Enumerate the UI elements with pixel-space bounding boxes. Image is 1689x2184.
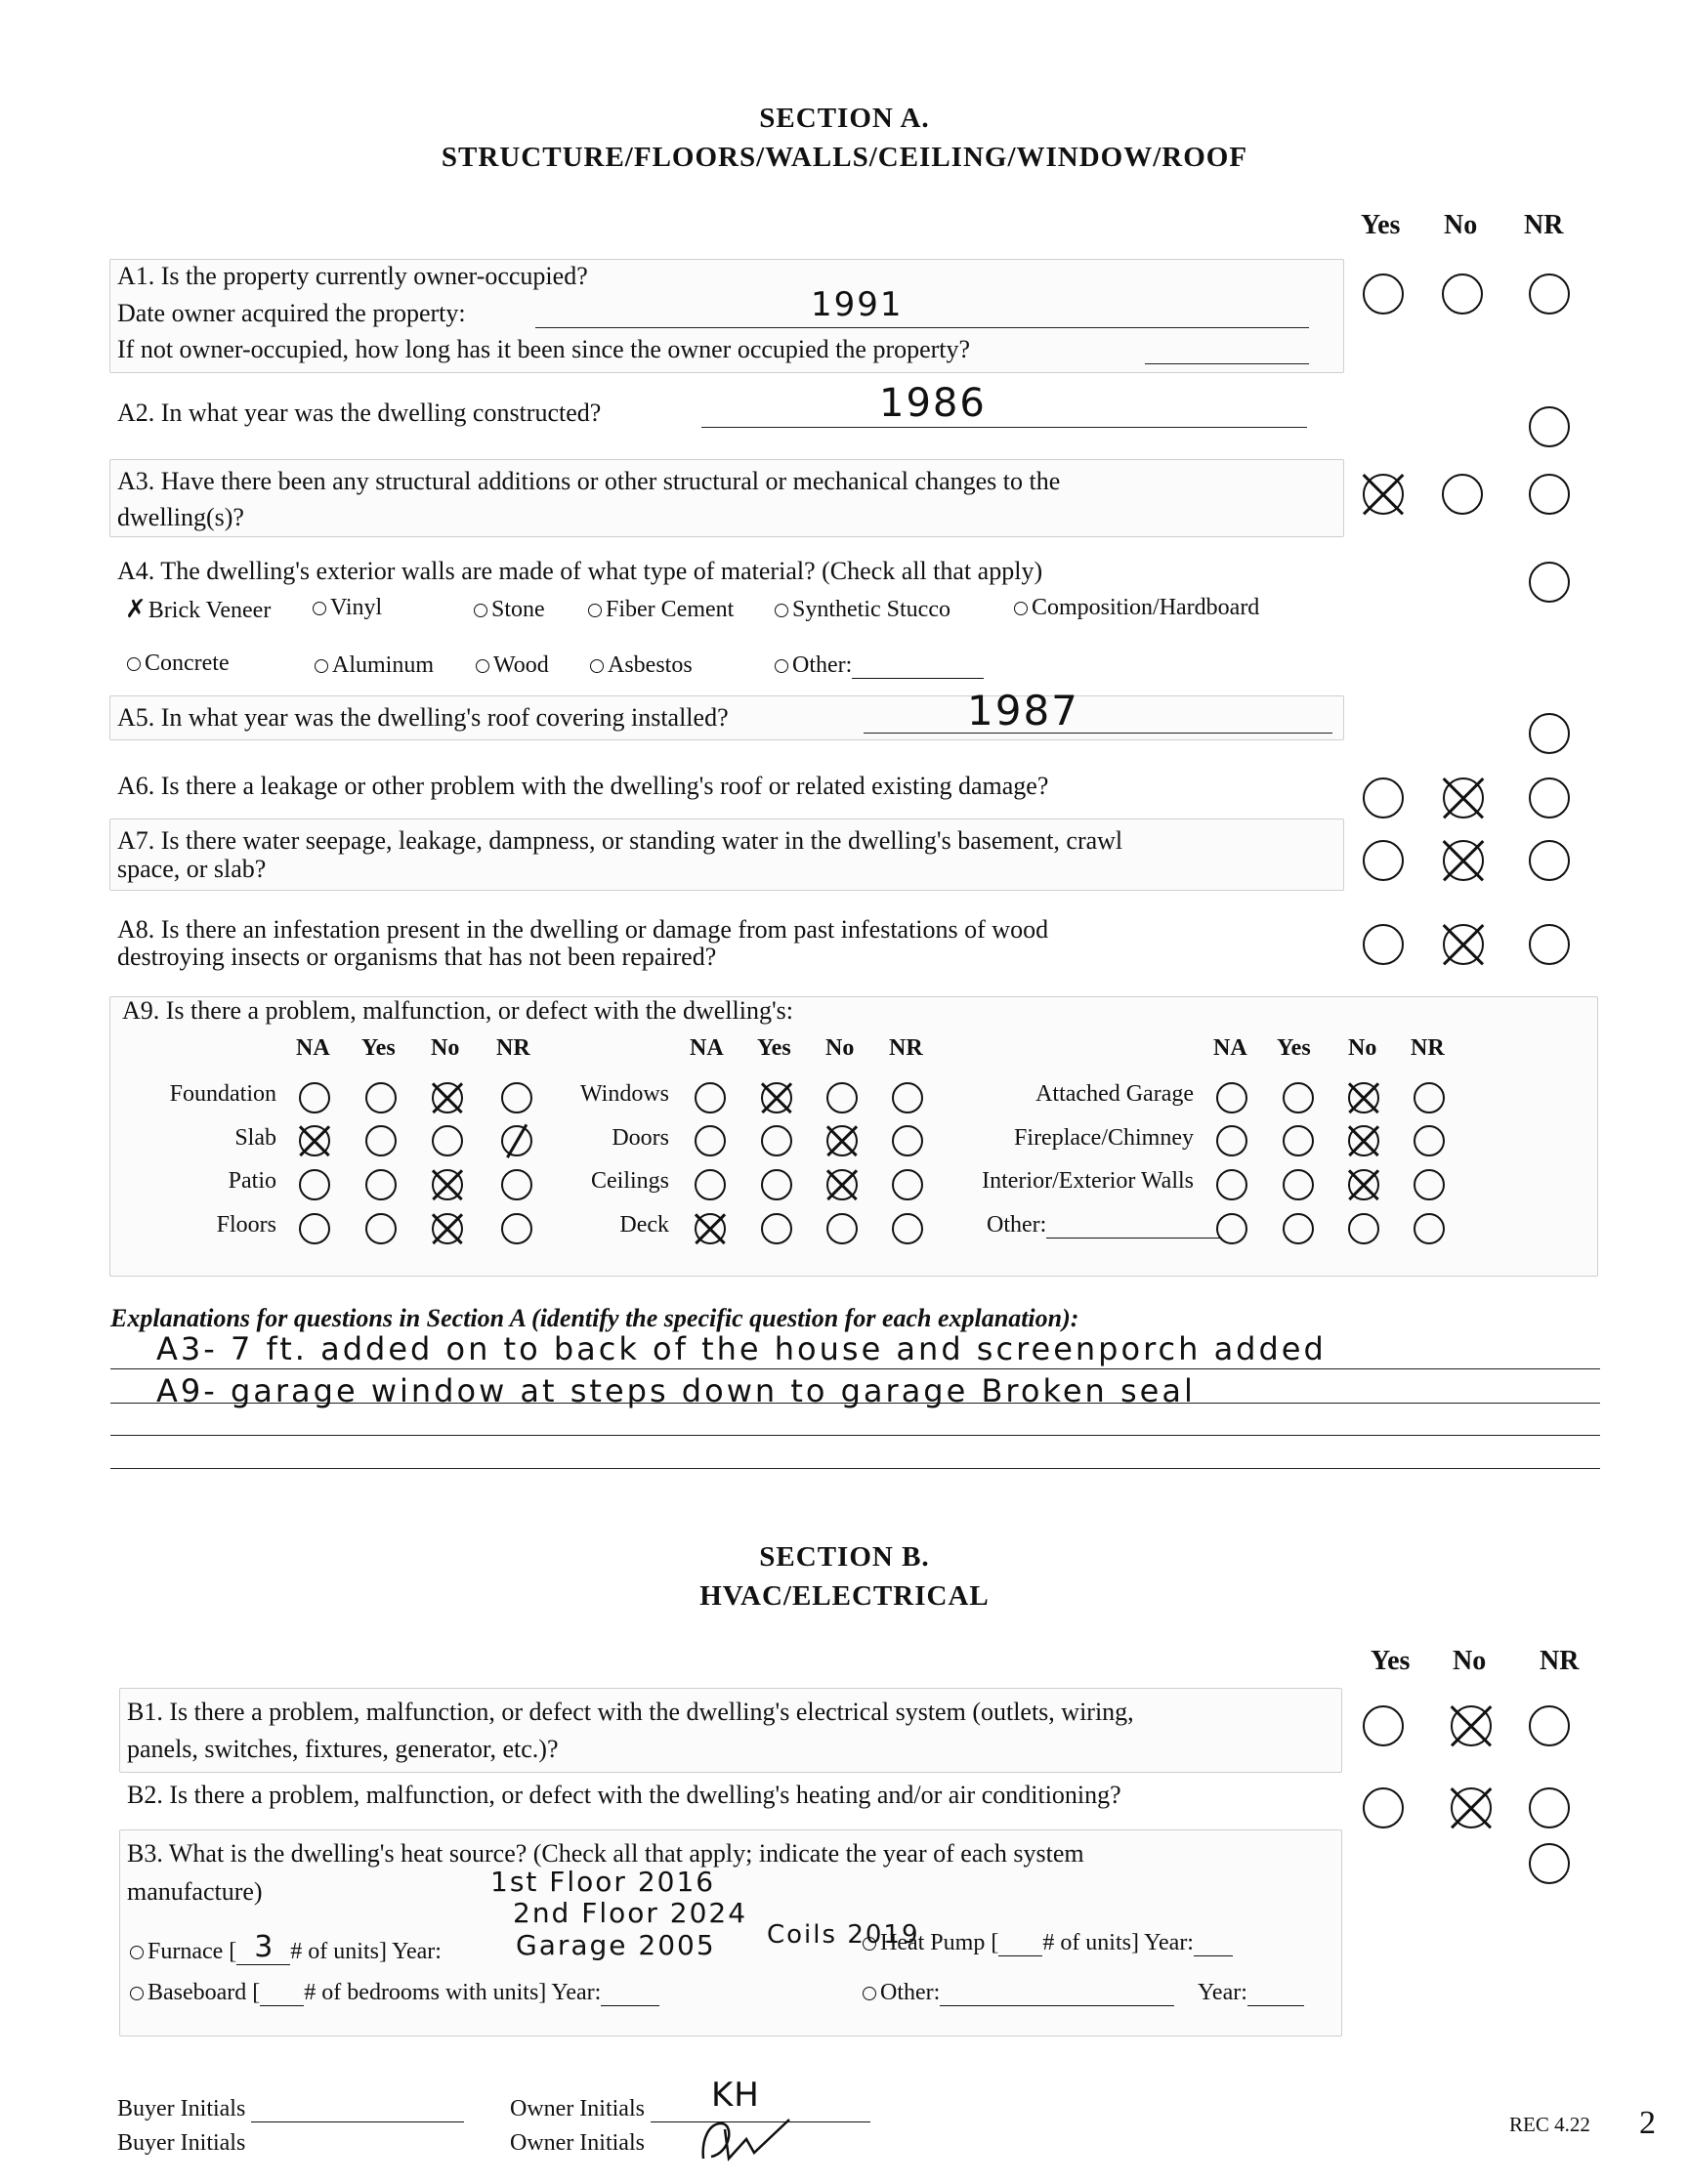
explanation-line-4 [110, 1468, 1600, 1469]
a9-deck-nr[interactable] [892, 1213, 923, 1244]
a9-label-slab: Slab [234, 1125, 276, 1151]
b3-question-line2: manufacture) [127, 1877, 263, 1906]
a9-ceilings-na[interactable] [695, 1169, 726, 1200]
a4-opt-wood[interactable]: Wood [476, 652, 549, 679]
b2-no-radio[interactable] [1451, 1787, 1492, 1828]
a9-windows-yes[interactable] [761, 1082, 792, 1113]
a4-opt-synthetic-stucco[interactable]: Synthetic Stucco [775, 597, 950, 623]
owner-initials-2[interactable]: Owner Initials [510, 2130, 645, 2156]
a1-yes-radio[interactable] [1363, 273, 1404, 315]
a1-nr-radio[interactable] [1529, 273, 1570, 315]
b3-coils-note[interactable]: Coils 2019 [767, 1920, 920, 1950]
a9-other-nr[interactable] [1414, 1213, 1445, 1244]
a9-g2-col-na: NA [690, 1035, 724, 1061]
a1-no-radio[interactable] [1442, 273, 1483, 315]
a9-label-other: Other: [987, 1212, 1222, 1239]
a9-label-foundation: Foundation [169, 1081, 276, 1107]
b3-year-note-2[interactable]: 2nd Floor 2024 [513, 1897, 748, 1929]
a9-walls-yes[interactable] [1283, 1169, 1314, 1200]
a1-date-value[interactable]: 1991 [811, 285, 904, 324]
a9-g1-col-na: NA [296, 1035, 330, 1061]
b2-nr-radio[interactable] [1529, 1787, 1570, 1828]
a6-question: A6. Is there a leakage or other problem with the dwelling's roof or related existing damage? [117, 772, 1049, 800]
a1-not-occupied-line[interactable] [1145, 363, 1309, 364]
a4-opt-concrete[interactable]: Concrete [127, 651, 230, 677]
a3-yes-radio[interactable] [1363, 474, 1404, 515]
a4-opt-stone[interactable]: Stone [474, 597, 545, 623]
a5-value[interactable]: 1987 [967, 687, 1079, 735]
b-col-nr: NR [1540, 1646, 1580, 1676]
a4-opt-brick-veneer[interactable]: ✗Brick Veneer [125, 595, 272, 623]
a7-question-line2: space, or slab? [117, 855, 267, 883]
a9-fireplace-yes[interactable] [1283, 1125, 1314, 1156]
owner-initials-scribble [696, 2110, 813, 2164]
a8-question-line1: A8. Is there an infestation present in the dwelling or damage from past infestations of wood [117, 915, 1049, 944]
a9-label-attached-garage: Attached Garage [1035, 1081, 1194, 1107]
a9-g3-col-yes: Yes [1277, 1035, 1311, 1061]
owner-initials-value[interactable]: KH [711, 2076, 760, 2115]
col-nr: NR [1524, 210, 1564, 240]
a9-garage-no[interactable] [1348, 1082, 1379, 1113]
a9-slab-nr[interactable] [501, 1125, 532, 1156]
b1-question-line1: B1. Is there a problem, malfunction, or defect with the dwelling's electrical system (outlets, wiring, [127, 1698, 1134, 1726]
a9-g2-col-nr: NR [889, 1035, 923, 1061]
a3-question-line1: A3. Have there been any structural additions or other structural or mechanical changes to the [117, 467, 1061, 495]
a9-garage-na[interactable] [1216, 1082, 1247, 1113]
a7-yes-radio[interactable] [1363, 840, 1404, 881]
a8-no-radio[interactable] [1443, 924, 1484, 965]
a9-ceilings-no[interactable] [826, 1169, 858, 1200]
a9-label-patio: Patio [228, 1168, 276, 1194]
a7-question-line1: A7. Is there water seepage, leakage, dampness, or standing water in the dwelling's basement, crawl [117, 826, 1123, 855]
buyer-initials-2[interactable]: Buyer Initials [117, 2130, 246, 2156]
a9-garage-nr[interactable] [1414, 1082, 1445, 1113]
a9-g2-col-no: No [825, 1035, 855, 1061]
buyer-initials-1[interactable]: Buyer Initials [117, 2096, 464, 2122]
a9-doors-na[interactable] [695, 1125, 726, 1156]
a9-garage-yes[interactable] [1283, 1082, 1314, 1113]
a3-question-line2: dwelling(s)? [117, 503, 244, 531]
a9-g1-col-no: No [431, 1035, 460, 1061]
a9-question: A9. Is there a problem, malfunction, or defect with the dwelling's: [122, 996, 793, 1025]
a9-floors-na[interactable] [299, 1213, 330, 1244]
a9-deck-no[interactable] [826, 1213, 858, 1244]
explanation-2[interactable]: A9- garage window at steps down to garage Broken seal [156, 1372, 1196, 1409]
a8-yes-radio[interactable] [1363, 924, 1404, 965]
a9-label-ceilings: Ceilings [590, 1168, 669, 1194]
a9-fireplace-na[interactable] [1216, 1125, 1247, 1156]
a9-fireplace-nr[interactable] [1414, 1125, 1445, 1156]
explanations-label: Explanations for questions in Section A (identify the specific question for each explanation): [110, 1304, 1079, 1332]
a1-not-occupied: If not owner-occupied, how long has it been since the owner occupied the property? [117, 335, 971, 363]
a9-g1-col-yes: Yes [361, 1035, 396, 1061]
a9-other-na[interactable] [1216, 1213, 1247, 1244]
a9-floors-nr[interactable] [501, 1213, 532, 1244]
a9-doors-nr[interactable] [892, 1125, 923, 1156]
page-number: 2 [1639, 2105, 1656, 2141]
a3-nr-radio[interactable] [1529, 474, 1570, 515]
section-b-subtitle: HVAC/ELECTRICAL [699, 1580, 990, 1612]
a4-opt-composition[interactable]: Composition/Hardboard [1014, 595, 1259, 621]
a9-floors-no[interactable] [432, 1213, 463, 1244]
b2-yes-radio[interactable] [1363, 1787, 1404, 1828]
a6-yes-radio[interactable] [1363, 777, 1404, 819]
b3-furnace[interactable]: Furnace [ 3 # of units] Year: [130, 1930, 442, 1965]
b3-heat-pump[interactable]: Heat Pump [ # of units] Year: [863, 1930, 1233, 1956]
a9-label-windows: Windows [579, 1081, 669, 1107]
b2-question: B2. Is there a problem, malfunction, or defect with the dwelling's heating and/or air conditioning? [127, 1781, 1121, 1809]
a9-windows-nr[interactable] [892, 1082, 923, 1113]
a9-windows-na[interactable] [695, 1082, 726, 1113]
a1-question: A1. Is the property currently owner-occupied? [117, 262, 588, 290]
a9-g3-col-no: No [1348, 1035, 1377, 1061]
explanation-1[interactable]: A3- 7 ft. added on to back of the house and screenporch added [156, 1330, 1327, 1367]
a9-patio-nr[interactable] [501, 1169, 532, 1200]
b3-baseboard[interactable]: Baseboard [ # of bedrooms with units] Year: [130, 1980, 659, 2006]
form-id: REC 4.22 [1509, 2113, 1590, 2136]
a4-opt-asbestos[interactable]: Asbestos [590, 652, 693, 679]
a2-nr-radio[interactable] [1529, 406, 1570, 447]
a9-foundation-na[interactable] [299, 1082, 330, 1113]
b3-question-line1: B3. What is the dwelling's heat source? (Check all that apply; indicate the year of each system [127, 1839, 1084, 1868]
a6-no-radio[interactable] [1443, 777, 1484, 819]
a8-nr-radio[interactable] [1529, 924, 1570, 965]
b-col-no: No [1453, 1646, 1487, 1676]
a6-nr-radio[interactable] [1529, 777, 1570, 819]
explanation-line-3 [110, 1435, 1600, 1436]
col-no: No [1444, 210, 1478, 240]
a9-patio-na[interactable] [299, 1169, 330, 1200]
a1-date-label: Date owner acquired the property: [117, 299, 466, 327]
a9-slab-na[interactable] [299, 1125, 330, 1156]
a5-question: A5. In what year was the dwelling's roof covering installed? [117, 703, 729, 732]
a9-g3-col-na: NA [1213, 1035, 1247, 1061]
a9-doors-no[interactable] [826, 1125, 858, 1156]
b3-other-year[interactable]: Year: [1198, 1980, 1304, 2006]
section-a-subtitle: STRUCTURE/FLOORS/WALLS/CEILING/WINDOW/ROOF [441, 142, 1248, 173]
a9-fireplace-no[interactable] [1348, 1125, 1379, 1156]
b3-year-note-1[interactable]: 1st Floor 2016 [490, 1866, 716, 1898]
a9-foundation-no[interactable] [432, 1082, 463, 1113]
a9-label-deck: Deck [619, 1212, 669, 1238]
a9-doors-yes[interactable] [761, 1125, 792, 1156]
a2-value[interactable]: 1986 [879, 381, 987, 426]
section-b-title: SECTION B. [759, 1541, 930, 1573]
a2-question: A2. In what year was the dwelling constructed? [117, 399, 602, 427]
a4-opt-aluminum[interactable]: Aluminum [315, 652, 434, 679]
a9-slab-no[interactable] [432, 1125, 463, 1156]
b1-no-radio[interactable] [1451, 1705, 1492, 1746]
owner-initials-1[interactable]: Owner Initials [510, 2096, 870, 2122]
a4-opt-fiber-cement[interactable]: Fiber Cement [588, 597, 734, 623]
a1-date-line [535, 327, 1309, 328]
b3-nr-radio[interactable] [1529, 1843, 1570, 1884]
b1-yes-radio[interactable] [1363, 1705, 1404, 1746]
a9-floors-yes[interactable] [365, 1213, 397, 1244]
a7-no-radio[interactable] [1443, 840, 1484, 881]
a7-nr-radio[interactable] [1529, 840, 1570, 881]
b1-question-line2: panels, switches, fixtures, generator, etc.)? [127, 1735, 559, 1763]
a8-question-line2: destroying insects or organisms that has not been repaired? [117, 943, 717, 971]
b3-other[interactable]: Other: [863, 1980, 1174, 2006]
a5-line [864, 733, 1332, 734]
b1-nr-radio[interactable] [1529, 1705, 1570, 1746]
a5-nr-radio[interactable] [1529, 713, 1570, 754]
a9-windows-no[interactable] [826, 1082, 858, 1113]
a4-question: A4. The dwelling's exterior walls are made of what type of material? (Check all that apply) [117, 557, 1043, 585]
a9-g1-col-nr: NR [496, 1035, 530, 1061]
a9-label-floors: Floors [216, 1212, 276, 1238]
a2-line [701, 427, 1307, 428]
a9-g3-col-nr: NR [1411, 1035, 1445, 1061]
a4-nr-radio[interactable] [1529, 562, 1570, 603]
a9-other-no[interactable] [1348, 1213, 1379, 1244]
col-yes: Yes [1361, 210, 1401, 240]
a9-walls-no[interactable] [1348, 1169, 1379, 1200]
a3-no-radio[interactable] [1442, 474, 1483, 515]
a9-label-walls: Interior/Exterior Walls [982, 1168, 1194, 1194]
a9-foundation-nr[interactable] [501, 1082, 532, 1113]
a4-opt-other[interactable]: Other: [775, 652, 984, 679]
a9-ceilings-yes[interactable] [761, 1169, 792, 1200]
a9-foundation-yes[interactable] [365, 1082, 397, 1113]
a9-ceilings-nr[interactable] [892, 1169, 923, 1200]
a9-patio-yes[interactable] [365, 1169, 397, 1200]
section-a-title: SECTION A. [759, 103, 930, 134]
a9-deck-yes[interactable] [761, 1213, 792, 1244]
a9-patio-no[interactable] [432, 1169, 463, 1200]
a9-label-doors: Doors [612, 1125, 669, 1151]
a9-walls-nr[interactable] [1414, 1169, 1445, 1200]
a4-opt-vinyl[interactable]: Vinyl [313, 595, 382, 621]
b-col-yes: Yes [1371, 1646, 1411, 1676]
a9-slab-yes[interactable] [365, 1125, 397, 1156]
a9-label-fireplace: Fireplace/Chimney [1014, 1125, 1194, 1151]
a9-g2-col-yes: Yes [757, 1035, 791, 1061]
a9-other-yes[interactable] [1283, 1213, 1314, 1244]
b3-year-note-3[interactable]: Garage 2005 [516, 1929, 716, 1961]
a9-walls-na[interactable] [1216, 1169, 1247, 1200]
a9-deck-na[interactable] [695, 1213, 726, 1244]
explanation-line-1 [110, 1368, 1600, 1369]
